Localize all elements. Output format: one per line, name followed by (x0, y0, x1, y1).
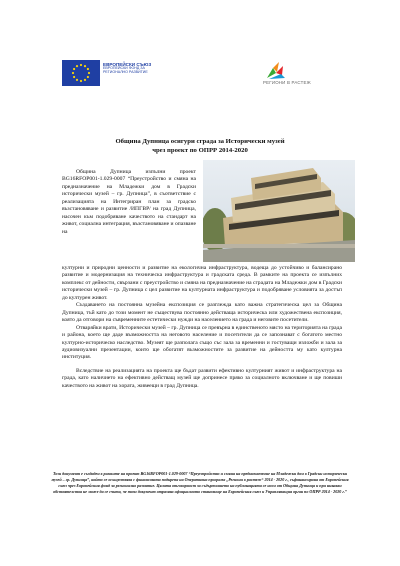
paragraph-1-continued: културни и природни ценности и развитие на екологична инфраструктура, водеща до устойчиво и балансирано развитие и модернизация на техническа инфраструктура и градската среда. В рамките на проекта се изпълних комплекс от дейности, свързани с преустройство и смяна на предназначение на сградата на Младежки дом в Градски исторически музей – гр. Дупница с цел развитие на културната инфраструктура и подобряване условията за достъп до културен живот. (62, 265, 342, 301)
eu-logo-text (103, 62, 178, 75)
header-logos (0, 60, 400, 104)
paragraph-1-start: Община Дупница изпълни проект BG16RFOP001-1.029-0007 “Преустройство и смяна на предназначение на Младежки дом в Градски исторически музей – гр. Дупница”, в съответствие с реализацията на Интегриран план за градско възстановяване и развитие /ИПГВР/ на град Дупница, насочен към подобряване качеството на стандарт на живот, социална интеграция, възстановяване и опазване на (62, 169, 196, 235)
paragraph-3: Отваряйки врати, Исторически музей – гр. Дупница се превърна в единственото място на територията на града и района, което ще даде възможността на неговото население и посетители да се запознават с богатото местно културно-историческо наследство. Музеят ще разполага също със зала за временни и гостуващи изложби и зала за аудиовизуални презентации, които ще обогатят възможностите за развитие на дейността му като културна институция. (62, 324, 342, 361)
title-line-2: чрез проект по ОПРР 2014-2020 (152, 147, 248, 154)
footer-disclaimer: Този документ е създаден в рамките на проект BG16RFOP001-1.029-0007 “Преустройство и смяна на предназначение на Младежки дом в Градски исторически музей – гр. Дупница”, който се осъществява с финансовата подкрепа на Оперативна програма „Региони в растеж“ 2014 - 2020 г., съфинансирана от Европейския съюз чрез Европейския фонд за регионално развитие. Цялата отговорност за съдържанието на публикацията се носи от Община Дупница и при никакви обстоятелства не може да се счита, че този документ отразява официалното становище на Европейския съюз и Управляващия орган по ОПРР 2014 - 2020 г.” (51, 471, 349, 494)
eu-subtitle-2: РЕГИОНАЛНО РАЗВИТИЕ (103, 70, 148, 74)
museum-building-photo (203, 160, 355, 262)
page-title (40, 137, 360, 155)
title-line-1: Община Дупница осигури сграда за Исторически музей (115, 138, 285, 145)
program-logo-text: РЕГИОНИ В РАСТЕЖ (263, 80, 311, 85)
paragraph-4: Вследствие на реализацията на проекта ще бъдат развити ефективно културният живот и инфраструктура на града, като наличието на ефективно действащ музей ще допринесе пряко за социалното включване и ще повиши качеството на живот на хората, живеещи в град Дупница. (62, 367, 342, 389)
eu-title: ЕВРОПЕЙСКИ СЪЮЗ (103, 62, 152, 67)
eu-flag-icon (62, 60, 100, 86)
paragraph-1-wrapped (62, 169, 196, 236)
paragraph-2: Създаването на постоянна музейна експозиция се разглежда като важна стратегическа цел за Община Дупница, тъй като до този момент не съществува постоянно действаща историческа или художествена експозиция, която да отговори на съвременните естетически нужди на населението на града и неговите посетители. (62, 302, 342, 324)
eu-subtitle-1: ЕВРОПЕЙСКИ ФОНД ЗА (103, 66, 145, 71)
body-text (62, 265, 342, 390)
